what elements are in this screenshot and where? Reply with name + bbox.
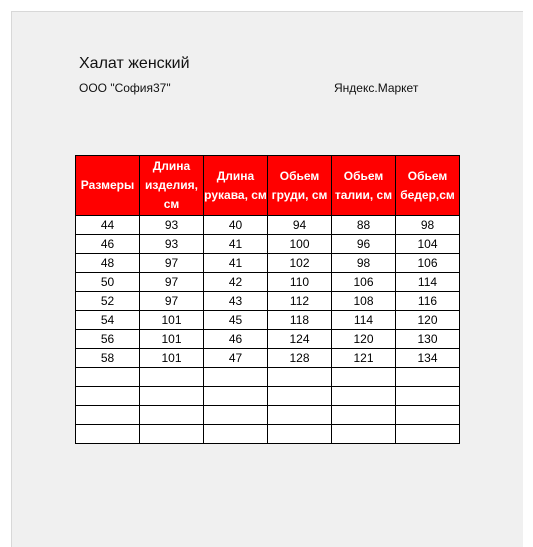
table-cell[interactable]: 56 xyxy=(76,330,140,349)
table-cell[interactable]: 93 xyxy=(140,216,204,235)
table-cell[interactable]: 58 xyxy=(76,349,140,368)
table-row xyxy=(76,368,460,387)
table-cell[interactable] xyxy=(396,387,460,406)
table-cell[interactable]: 101 xyxy=(140,349,204,368)
table-cell[interactable]: 124 xyxy=(268,330,332,349)
table-cell[interactable]: 97 xyxy=(140,292,204,311)
table-cell[interactable] xyxy=(140,406,204,425)
table-cell[interactable] xyxy=(332,368,396,387)
table-cell[interactable]: 98 xyxy=(332,254,396,273)
header-cell-length[interactable]: Длина изделия, см xyxy=(140,156,204,216)
table-cell[interactable] xyxy=(76,425,140,444)
table-cell[interactable]: 94 xyxy=(268,216,332,235)
table-cell[interactable] xyxy=(76,368,140,387)
table-cell[interactable] xyxy=(204,425,268,444)
table-cell[interactable]: 45 xyxy=(204,311,268,330)
table-cell[interactable]: 97 xyxy=(140,273,204,292)
size-chart-table xyxy=(75,155,460,444)
table-cell[interactable]: 130 xyxy=(396,330,460,349)
table-cell[interactable] xyxy=(332,387,396,406)
marketplace-name: Яндекс.Маркет xyxy=(334,81,419,95)
table-cell[interactable]: 112 xyxy=(268,292,332,311)
spreadsheet-page xyxy=(11,11,523,547)
table-cell[interactable]: 88 xyxy=(332,216,396,235)
table-cell[interactable]: 97 xyxy=(140,254,204,273)
table-cell[interactable] xyxy=(76,387,140,406)
table-cell[interactable] xyxy=(268,425,332,444)
header-cell-sleeve[interactable]: Длина рукава, см xyxy=(204,156,268,216)
table-cell[interactable] xyxy=(332,425,396,444)
table-cell[interactable]: 110 xyxy=(268,273,332,292)
table-cell[interactable]: 101 xyxy=(140,330,204,349)
table-cell[interactable]: 47 xyxy=(204,349,268,368)
table-header-row xyxy=(76,156,460,216)
table-cell[interactable]: 114 xyxy=(396,273,460,292)
table-cell[interactable]: 50 xyxy=(76,273,140,292)
document-title: Халат женский xyxy=(79,55,190,72)
table-cell[interactable]: 106 xyxy=(396,254,460,273)
table-row xyxy=(76,292,460,311)
table-cell[interactable]: 96 xyxy=(332,235,396,254)
table-cell[interactable] xyxy=(140,387,204,406)
table-cell[interactable] xyxy=(76,406,140,425)
table-cell[interactable]: 93 xyxy=(140,235,204,254)
table-cell[interactable]: 102 xyxy=(268,254,332,273)
table-cell[interactable]: 41 xyxy=(204,235,268,254)
table-cell[interactable]: 108 xyxy=(332,292,396,311)
table-cell[interactable] xyxy=(396,425,460,444)
table-cell[interactable] xyxy=(140,368,204,387)
table-row xyxy=(76,406,460,425)
table-cell[interactable]: 98 xyxy=(396,216,460,235)
table-cell[interactable]: 48 xyxy=(76,254,140,273)
table-cell[interactable]: 46 xyxy=(204,330,268,349)
table-cell[interactable]: 42 xyxy=(204,273,268,292)
table-cell[interactable]: 120 xyxy=(396,311,460,330)
table-cell[interactable] xyxy=(268,406,332,425)
table-row xyxy=(76,254,460,273)
table-cell[interactable] xyxy=(332,406,396,425)
header-cell-sizes[interactable]: Размеры xyxy=(76,156,140,216)
table-cell[interactable]: 46 xyxy=(76,235,140,254)
table-cell[interactable]: 52 xyxy=(76,292,140,311)
table-cell[interactable]: 116 xyxy=(396,292,460,311)
table-row xyxy=(76,273,460,292)
table-cell[interactable] xyxy=(396,406,460,425)
table-cell[interactable]: 114 xyxy=(332,311,396,330)
table-cell[interactable]: 41 xyxy=(204,254,268,273)
table-row xyxy=(76,311,460,330)
table-cell[interactable]: 43 xyxy=(204,292,268,311)
header-cell-waist[interactable]: Обьем талии, см xyxy=(332,156,396,216)
table-cell[interactable] xyxy=(268,368,332,387)
table-cell[interactable]: 104 xyxy=(396,235,460,254)
table-cell[interactable] xyxy=(204,387,268,406)
table-cell[interactable]: 106 xyxy=(332,273,396,292)
table-cell[interactable] xyxy=(140,425,204,444)
table-cell[interactable] xyxy=(204,368,268,387)
table-row xyxy=(76,235,460,254)
table-cell[interactable] xyxy=(204,406,268,425)
table-cell[interactable]: 44 xyxy=(76,216,140,235)
table-cell[interactable]: 120 xyxy=(332,330,396,349)
table-row xyxy=(76,425,460,444)
table-cell[interactable]: 40 xyxy=(204,216,268,235)
table-row xyxy=(76,216,460,235)
company-name: ООО "София37" xyxy=(79,81,171,95)
table-row xyxy=(76,387,460,406)
table-cell[interactable]: 118 xyxy=(268,311,332,330)
table-cell[interactable]: 100 xyxy=(268,235,332,254)
table-cell[interactable]: 121 xyxy=(332,349,396,368)
header-cell-chest[interactable]: Обьем груди, см xyxy=(268,156,332,216)
table-cell[interactable] xyxy=(268,387,332,406)
table-cell[interactable]: 128 xyxy=(268,349,332,368)
table-cell[interactable]: 134 xyxy=(396,349,460,368)
table-row xyxy=(76,349,460,368)
table-cell[interactable] xyxy=(396,368,460,387)
header-cell-hips[interactable]: Обьем бедер,см xyxy=(396,156,460,216)
table-cell[interactable]: 101 xyxy=(140,311,204,330)
table-row xyxy=(76,330,460,349)
table-cell[interactable]: 54 xyxy=(76,311,140,330)
